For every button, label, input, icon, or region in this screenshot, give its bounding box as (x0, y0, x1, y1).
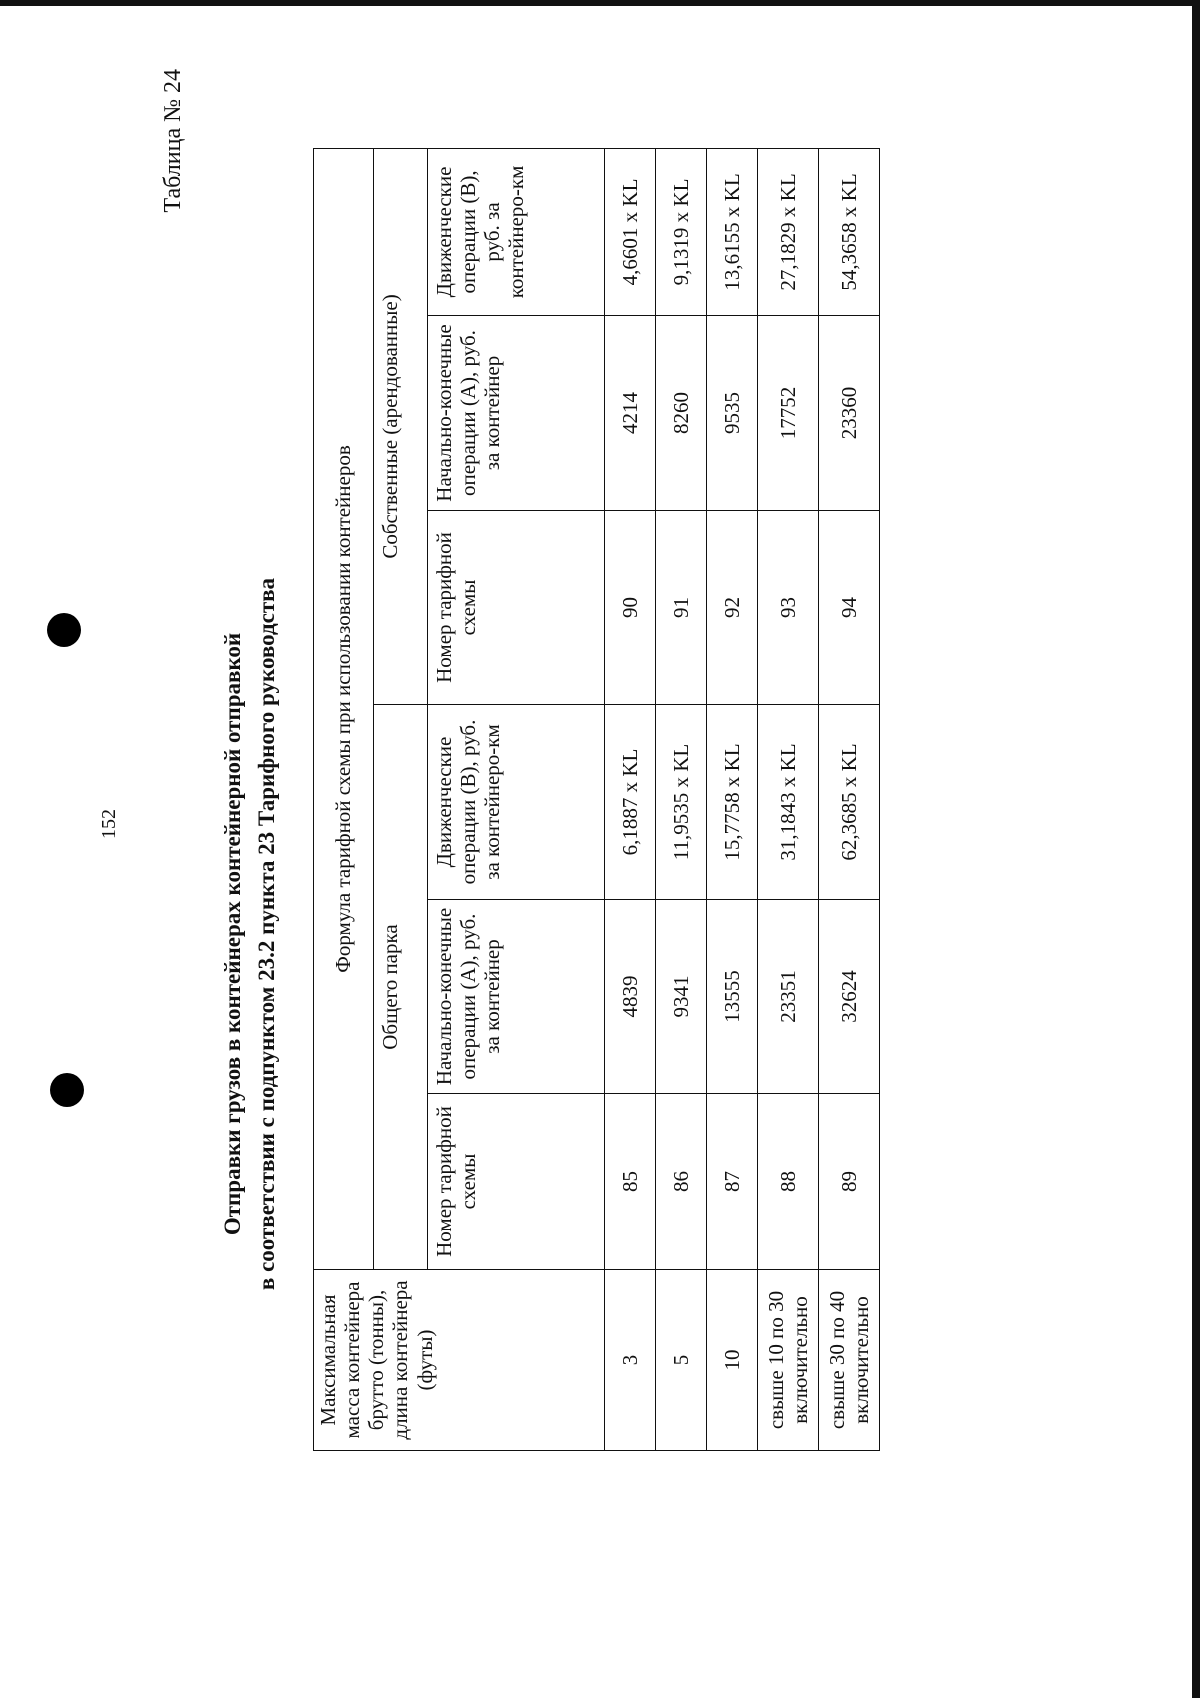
table-cell: 8260 (656, 316, 707, 511)
table-cell: 88 (758, 1094, 819, 1270)
header-mass-length: Максимальная масса контейнера брутто (тонны), длина контейнера (футы) (314, 1270, 605, 1451)
table-cell: 92 (707, 511, 758, 705)
table-cell: 87 (707, 1094, 758, 1270)
table-cell: свыше 10 по 30 включительно (758, 1270, 819, 1451)
table-row (656, 148, 707, 1450)
table-cell: 9341 (656, 900, 707, 1094)
header-formula: Формула тарифной схемы при использовании контейнеров (314, 148, 374, 1269)
table-cell: 90 (605, 511, 656, 705)
header-col-terminal-ops: Начально-конечные операции (А), руб. за контейнер (428, 316, 605, 511)
table-cell: 89 (819, 1094, 880, 1270)
header-col-movement-ops: Движенческие операции (В), руб. за контейнеро-км (428, 148, 605, 315)
table-row (758, 148, 819, 1450)
table-cell: 3 (605, 1270, 656, 1451)
table-cell: 13555 (707, 900, 758, 1094)
table-cell: 4214 (605, 316, 656, 511)
table-cell: 17752 (758, 316, 819, 511)
table-cell: 23351 (758, 900, 819, 1094)
table-cell: 23360 (819, 316, 880, 511)
header-col-scheme-number: Номер тарифной схемы (428, 1094, 605, 1270)
table-cell: 4839 (605, 900, 656, 1094)
table-cell: 31,1843 x KL (758, 705, 819, 900)
table-cell: 13,6155 x KL (707, 148, 758, 315)
header-group-own-leased: Собственные (арендованные) (374, 148, 428, 704)
document-title-line-1: Отправки грузов в контейнерах контейнерной отправкой (220, 632, 245, 1236)
table-row (707, 148, 758, 1450)
tariff-table (313, 148, 880, 1451)
table-cell: 86 (656, 1094, 707, 1270)
table-row (605, 148, 656, 1450)
table-cell: 6,1887 x KL (605, 705, 656, 900)
table-cell: 9535 (707, 316, 758, 511)
table-cell: 93 (758, 511, 819, 705)
table-cell: 11,9535 x KL (656, 705, 707, 900)
header-col-movement-ops: Движенческие операции (В), руб. за контейнеро-км (428, 705, 605, 900)
table-cell: 10 (707, 1270, 758, 1451)
table-cell: 62,3685 x KL (819, 705, 880, 900)
table-cell: 15,7758 x KL (707, 705, 758, 900)
table-cell: 4,6601 x KL (605, 148, 656, 315)
table-cell: 9,1319 x KL (656, 148, 707, 315)
table-cell: 91 (656, 511, 707, 705)
table-cell: 85 (605, 1094, 656, 1270)
table-number: Таблица № 24 (160, 69, 186, 213)
table-cell: 27,1829 x KL (758, 148, 819, 315)
table-cell: 5 (656, 1270, 707, 1451)
document-title-line-2: в соответствии с подпунктом 23.2 пункта 23 Тарифного руководства (254, 577, 279, 1291)
table-cell: 32624 (819, 900, 880, 1094)
header-group-common-fleet: Общего парка (374, 705, 428, 1270)
table-cell: свыше 30 по 40 включительно (819, 1270, 880, 1451)
table-cell: 94 (819, 511, 880, 705)
table-row (819, 148, 880, 1450)
page-number: 152 (98, 809, 120, 839)
table-cell: 54,3658 x KL (819, 148, 880, 315)
header-col-terminal-ops: Начально-конечные операции (А), руб. за контейнер (428, 900, 605, 1094)
header-col-scheme-number: Номер тарифной схемы (428, 511, 605, 705)
rotated-content (0, 6, 1200, 1704)
